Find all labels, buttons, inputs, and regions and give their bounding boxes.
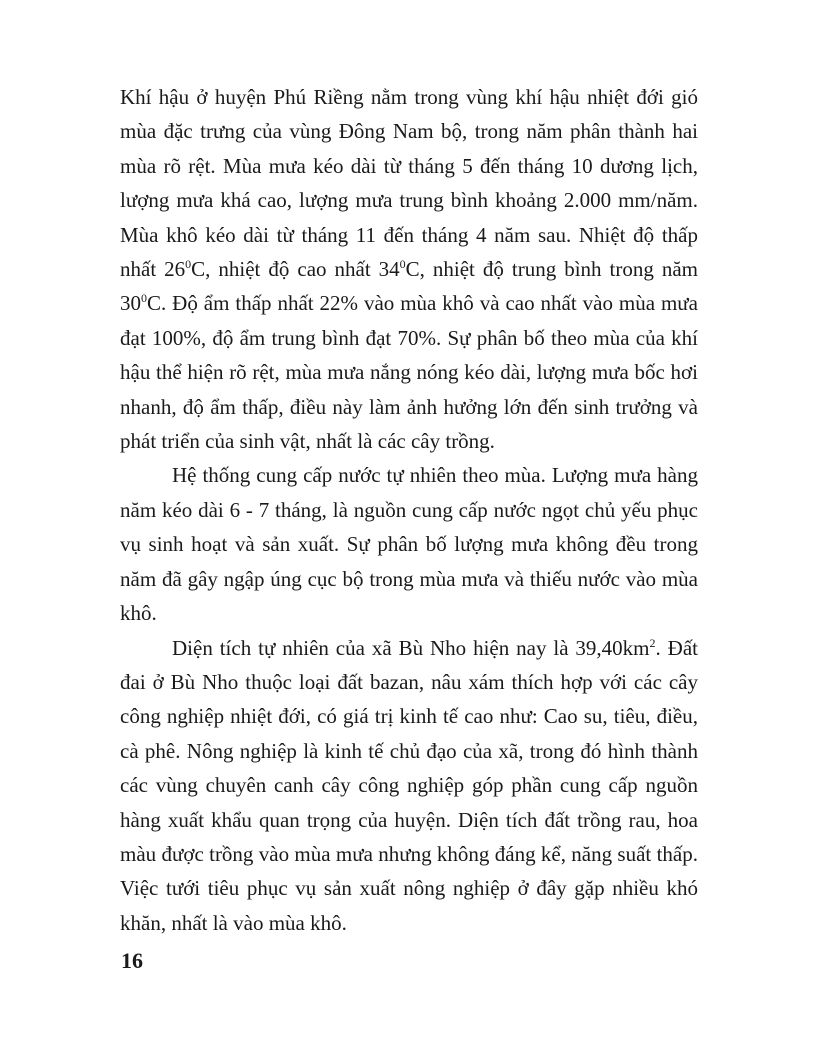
text-segment: . Đất đai ở Bù Nho thuộc loại đất bazan, nâu xám thích hợp với các cây công nghiệp nhiệt đới, có giá trị kinh tế cao như: Cao su, tiêu, điều, cà phê. Nông nghiệp là kinh tế chủ đạo của xã, trong đó hình thành các vùng chuyên canh cây công nghiệp góp phần cung cấp nguồn hàng xuất khẩu quan trọng của huyện. Diện tích đất trồng rau, hoa màu được trồng vào mùa mưa nhưng không đáng kể, năng suất thấp. Việc tưới tiêu phục vụ sản xuất nông nghiệp ở đây gặp nhiều khó khăn, nhất là vào mùa khô. <box>120 635 698 935</box>
text-segment: Diện tích tự nhiên của xã Bù Nho hiện nay là 39,40km <box>172 635 650 660</box>
paragraph-land <box>120 631 698 941</box>
text-segment: Khí hậu ở huyện Phú Riềng nằm trong vùng khí hậu nhiệt đới gió mùa đặc trưng của vùng Đông Nam bộ, trong năm phân thành hai mùa rõ rệt. Mùa mưa kéo dài từ tháng 5 đến tháng 10 dương lịch, lượng mưa khá cao, lượng mưa trung bình khoảng 2.000 mm/năm. Mùa khô kéo dài từ tháng 11 đến tháng 4 năm sau. Nhiệt độ thấp nhất 26 <box>120 85 698 282</box>
paragraph-climate <box>120 80 698 458</box>
text-segment: C, nhiệt độ cao nhất 34 <box>191 257 400 282</box>
text-segment: C, nhiệt độ trung bình trong năm 30 <box>120 257 698 316</box>
text-segment: Hệ thống cung cấp nước tự nhiên theo mùa. Lượng mưa hàng năm kéo dài 6 - 7 tháng, là nguồn cung cấp nước ngọt chủ yếu phục vụ sinh hoạt và sản xuất. Sự phân bố lượng mưa không đều trong năm đã gây ngập úng cục bộ trong mùa mưa và thiếu nước vào mùa khô. <box>120 463 698 626</box>
superscript: 2 <box>649 635 656 650</box>
superscript: 0 <box>141 291 147 306</box>
superscript: 0 <box>185 257 192 272</box>
page-number: 16 <box>121 948 143 973</box>
text-segment: C. Độ ẩm thấp nhất 22% vào mùa khô và cao nhất vào mùa mưa đạt 100%, độ ẩm trung bình đạt 70%. Sự phân bố theo mùa của khí hậu thể hiện rõ rệt, mùa mưa nắng nóng kéo dài, lượng mưa bốc hơi nhanh, độ ẩm thấp, điều này làm ảnh hưởng lớn đến sinh trưởng và phát triển của sinh vật, nhất là các cây trồng. <box>120 291 698 454</box>
body-text <box>120 80 698 940</box>
superscript: 0 <box>399 257 406 272</box>
paragraph-water <box>120 458 698 630</box>
